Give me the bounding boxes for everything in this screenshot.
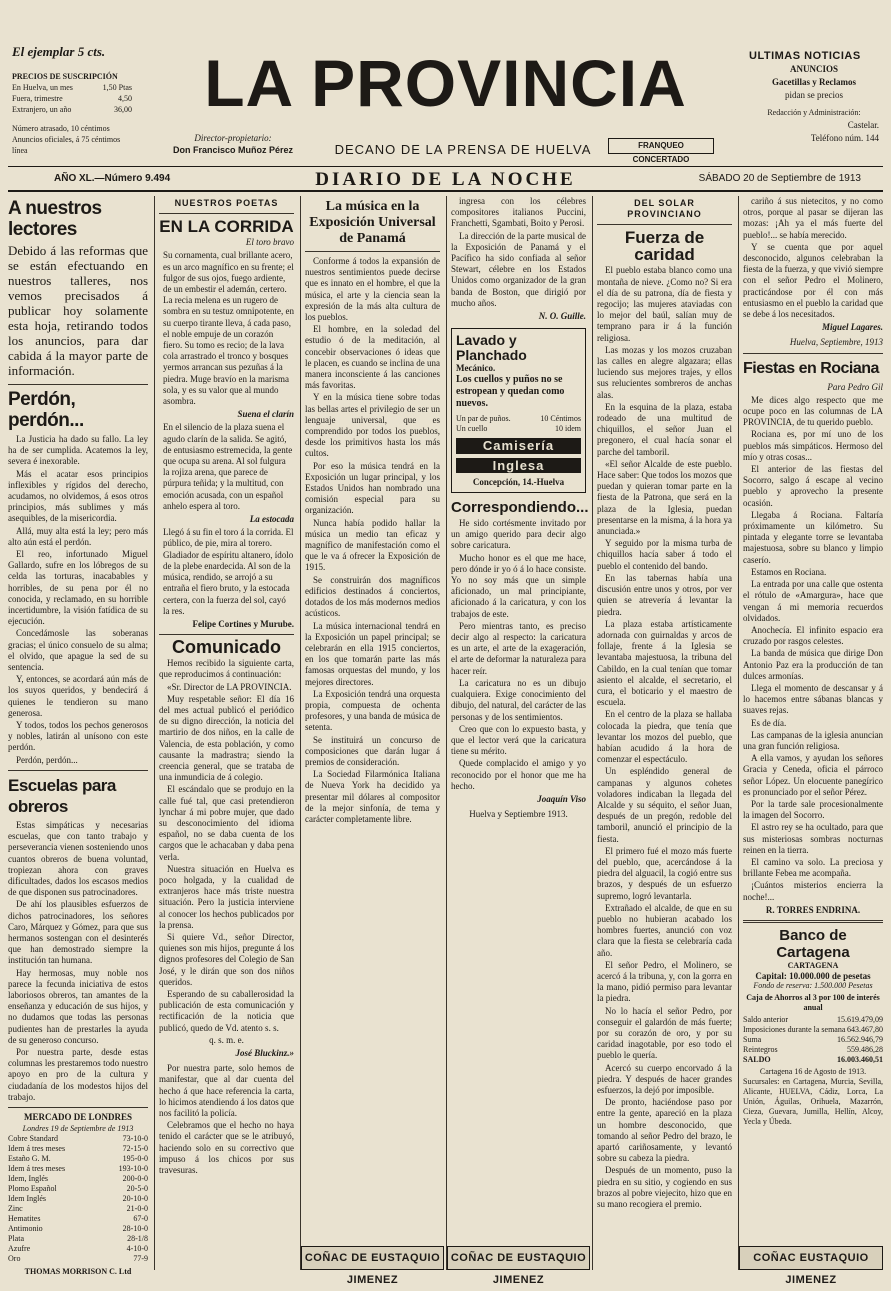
price-row: Un par de puños. 10 Céntimos xyxy=(456,414,581,424)
paragraph: Por eso la música tendrá en la Exposición un lugar principal, y los Estados Unidos han nombrado una comisión especial para su organización. xyxy=(305,460,440,516)
market-row: Oro 77-9 xyxy=(8,1253,148,1263)
column-5 xyxy=(592,196,736,1270)
laundry-line: Los cuellos y puños no se estropean y quedan como nuevos. xyxy=(456,374,565,410)
rociana-signature: R. TORRES ENDRINA. xyxy=(765,904,861,915)
paragraph: Por la tarde sale procesionalmente la imagen del Socorro. xyxy=(743,798,883,821)
paragraph: Por nuestra parte, desde estas columnas les prestaremos todo nuestro apoyo en pro de la cultura y ciudadanía de los modestos hijos del trabajo. xyxy=(8,1046,148,1102)
market-row: Plata 28-1/8 xyxy=(8,1233,148,1243)
right-ear xyxy=(749,50,879,145)
music-signature: N. O. Guille. xyxy=(538,311,586,322)
paragraph: El escándalo que se produjo en la calle fué tal, que casi pretendieron lynchar á mi pobre mujer, que dado su desconocimiento del idioma español, no se daba cuenta de los cargos que le achacaban y daba pena verla. xyxy=(159,784,294,862)
headline-comunicado: Comunicado xyxy=(171,637,281,658)
paragraph: cariño á sus nietecitos, y no como otros, porque al pasar se dijeran las mozas: ¡Ah ya el más fuerte del pueblo!... se había merecido. xyxy=(743,196,883,240)
laundry-line: Mecánico. xyxy=(456,363,496,374)
headline-corrida: EN LA CORRIDA xyxy=(159,217,294,237)
market-row: Plomo Español 20-5-0 xyxy=(8,1183,148,1193)
paragraph: El anterior de las fiestas del Socorro, salgo á escape al vecino pueblo y aprovecho la presente ocasión. xyxy=(743,464,883,508)
poet-signature: Felipe Cortines y Murube. xyxy=(192,618,294,629)
poem-verse: Llegó á su fin el toro á la corrida. El público, de pie, mira al torero. Gladiador de espíritu altanero, ídolo de la plebe enardecida. Al son de la música, rendido, se arrojó a su entraña el fiero bruto, y la estocada certera, con la fuerza del sol, cayó la res. xyxy=(163,527,294,616)
paragraph: A ella vamos, y ayudan los señores Gracia y Ceneda, oficia el párroco señor López. Un elocuente panegírico es pronunciado por el señor Pérez. xyxy=(743,753,883,797)
market-row: Idem á tres meses 193-10-0 xyxy=(8,1163,148,1173)
poem-subtitle: La estocada xyxy=(249,514,294,525)
director-box xyxy=(148,132,318,156)
bank-branches: Sucursales: en Cartagena, Murcia, Sevilla, Alicante, HUELVA, Cádiz, Lorca, La Unión, Águilas, Orihuela, Mazarrón, Cieza, Guevara, Jumilla, Hellín, Alcoy, Yecla y Úbeda. xyxy=(743,1076,883,1126)
divider xyxy=(8,770,148,771)
headline-perdon: Perdón, perdón... xyxy=(8,389,84,431)
paragraph: ¡Cuántos misterios encierra la noche!... xyxy=(743,880,883,902)
paragraph: Anochecía. El infinito espacio era cruzado por rasgos celestes. xyxy=(743,624,883,647)
market-row: Idem á tres meses 72-15-0 xyxy=(8,1143,148,1153)
paragraph: Y, entonces, se acordará aún más de los suyos queridos, y bendecirá á quienes le tendieron su mano generosa. xyxy=(8,674,148,718)
market-row: Idem Inglés 20-10-0 xyxy=(8,1193,148,1203)
ear-line: Redacción y Administración: xyxy=(767,108,861,117)
paragraph: Allá, muy alta está la ley; pero más alto aún está el perdón. xyxy=(8,525,148,547)
price-row: Un cuello 10 idem xyxy=(456,424,581,434)
paragraph: Me dices algo respecto que me ocupe poco en las columnas de LA PROVINCIA, de tu querido pueblo. xyxy=(743,394,883,428)
paragraph: La Exposición tendrá una orquesta propia, compuesta de ochenta profesores, y una banda de música de setenta. xyxy=(305,688,440,733)
paragraph: Si quiere Vd., señor Director, quienes son mis hijos, pregunte á los dignos profesores del Colegio de San José, y le dirán que son dos niños queridos. xyxy=(159,931,294,987)
caridad-signature: Miguel Lagares. xyxy=(821,322,883,333)
paragraph: El camino va solo. La preciosa y brillante Febea me acompaña. xyxy=(743,856,883,879)
paragraph: No lo hacía el señor Pedro, por conseguir el galardón de más fuerte; por su corazón de oro, y por su caridad inagotable, por eso todo el pueblo le quería. xyxy=(597,1005,732,1061)
paragraph: Extrañado el alcalde, de que en su pueblo no hubieran acabado los hombres fuertes, anunció con voz clara que la fiesta se celebraría cada año. xyxy=(597,902,732,958)
market-title: MERCADO DE LONDRES xyxy=(23,1111,132,1122)
headline-correspondiendo: Correspondiendo... xyxy=(451,499,589,517)
cognac-ad-2: COÑAC EUSTAQUIO JIMENEZ xyxy=(739,1246,883,1270)
corr-date: Huelva y Septiembre 1913. xyxy=(469,809,568,820)
paragraph: Muy respetable señor: El día 16 del mes actual publicó el periódico de su digno dirección, la noticia del martirio de dos niños, en la calle de Valencia, de esta población, y como causante la madrastra; siendo la creencia general, que se trataba de una inmundicia de á colegio. xyxy=(159,693,294,783)
market-row: Azufre 4-10-0 xyxy=(8,1243,148,1253)
paragraph: Celebramos que el hecho no haya tenido el carácter que se le atribuyó, haciendo solo en su correctivo que impuso á los chicos por sus travesuras. xyxy=(159,1120,294,1176)
laundry-banner: Inglesa xyxy=(456,458,581,473)
laundry-address: Concepción, 14.-Huelva xyxy=(472,476,565,487)
cognac-ad-1: COÑAC DE EUSTAQUIO JIMENEZ xyxy=(301,1246,444,1270)
paragraph: El primero fué el mozo más fuerte del pueblo, que, acercándose á la piedra del alguacil, la cogió entre sus brazos, y después de un esfuerzo supremo, logró levantarla. xyxy=(597,845,732,901)
poem-subtitle: Suena el clarín xyxy=(237,409,294,420)
section-solar: DEL SOLAR PROVINCIANO xyxy=(627,198,702,220)
paragraph: El reo, infortunado Miguel Gallardo, sufre en los lóbregos de su celda las torturas, inacabables y horribles, de su pena por él no conocida, y reclamado, en su horrible incertidumbre, la visión fatídica de su ejecución. xyxy=(8,549,148,627)
paragraph: Llega el momento de descansar y á lo hacemos entre sábanas blancas y suaves rejas. xyxy=(743,682,883,716)
market-row: Hematites 67-0 xyxy=(8,1213,148,1223)
paragraph: La Sociedad Filarmónica Italiana de Nueva York ha decidido ya presentar mil dólares al compositor de la mejor sinfonía, de tema y carácter completamente libre. xyxy=(305,769,440,824)
corr-signature: Joaquín Viso xyxy=(537,793,586,804)
market-subtitle: Londres 19 de Septiembre de 1913 xyxy=(22,1123,134,1133)
paragraph: Conforme á todos la expansión de nuestros sentimientos puede decirse que es innato en el hombre, el que la música, el arte y la ciencia sean la expresión de la más alta cultura de los pueblos. xyxy=(305,256,440,323)
subscription-row: En Huelva, un mes 1,50 Ptas xyxy=(12,83,132,92)
paragraph: Se instituirá un concurso de composiciones que darán lugar á premios de consideración. xyxy=(305,734,440,767)
paragraph: ingresa con los célebres compositores italianos Puccini, Franchetti, Sgambati, Boito y Perosi. xyxy=(451,196,586,229)
paragraph: El hombre, en la soledad del estudio ó de la meditación, al concebir observaciones ó ideas que le placen, es cuando se inclina de una manera inconsciente á las canciones más favoritas. xyxy=(305,324,440,391)
paragraph: Quede complacido el amigo y yo reconocido por el honor que me ha hecho. xyxy=(451,758,586,791)
divider xyxy=(305,251,440,252)
paragraph: La plaza estaba artísticamente adornada con guirnaldas y arcos de follaje, frente á la Iglesia se levantaba majestuosa, la tribuna del Cabildo, en la cual tenían que tomar asiento el alcalde, el secretario, el cura, el boticario y el maestro de escuela. xyxy=(597,618,732,708)
paragraph: «El señor Alcalde de este pueblo. Hace saber: Que todos los mozos que puedan y quieran tomar parte en la fiesta de la Patrona, que será en la plaza de la Iglesia, puedan presentarse en la misma, á la hora ya anunciada.» xyxy=(597,458,732,537)
caridad-date: Huelva, Septiembre, 1913 xyxy=(789,337,883,348)
market-row: Cobre Standard 73-10-0 xyxy=(8,1133,148,1143)
letter-signature: José Bluckinz.» xyxy=(235,1048,294,1059)
paragraph: La música internacional tendrá en la Exposición un papel principal; se celebrarán en ella 1915 conciertos, en los que tomarán parte las más famosas orquestas del mundo, y los mejores directores. xyxy=(305,620,440,687)
bank-capital: Capital: 10.000.000 de pesetas xyxy=(755,970,871,981)
market-row: Idem, Inglés 200-0-0 xyxy=(8,1173,148,1183)
paragraph: Concedámosle las soberanas gracias; el único consuelo de su alma; el olvido, que apague la sed de su sentencia. xyxy=(8,628,148,673)
cognac-ad-1b: COÑAC DE EUSTAQUIO JIMENEZ xyxy=(447,1246,590,1270)
ear-line: Castelar. xyxy=(847,120,879,130)
column-1 xyxy=(8,196,152,1276)
divider xyxy=(8,384,148,385)
bank-city: CARTAGENA xyxy=(787,960,839,970)
divider xyxy=(8,1107,148,1108)
copy-price: El ejemplar 5 cts. xyxy=(12,44,106,59)
columns xyxy=(8,196,883,1286)
paragraph: Creo que con lo expuesto basta, y que el lector verá que la caricatura tiene su mérito. xyxy=(451,723,586,757)
paragraph: Estamos en Rociana. xyxy=(751,566,827,577)
subscription-rows xyxy=(12,82,132,115)
bank-date: Cartagena 16 de Agosto de 1913. xyxy=(759,1066,867,1076)
issue-date: SÁBADO 20 de Septiembre de 1913 xyxy=(698,173,861,184)
paragraph: Hay hermosas, muy noble nos parece la fecunda iniciativa de estos laboriosos obreros, tan amantes de la enseñanza y educación de sus hijos, y no dudamos que todas las personas pudientes han de prestarles la ayuda de su generoso concurso. xyxy=(8,967,148,1045)
paragraph: Y se cuenta que por aquel desconocido, algunos celebraban la fiesta de la fuerza, y que vivió siempre con el señor Pedro el Molinero, practicándose por él con más entusiasmo en el pueblo la caridad que se debe á los necesitados. xyxy=(743,241,883,320)
paragraph: Se construirán dos magníficos edificios destinados á conciertos, dotados de los más modernos medios acústicos. xyxy=(305,574,440,619)
column-6 xyxy=(738,196,883,1286)
paragraph: Rociana es, por mí uno de los pueblos más simpáticos. Hermoso del mío y otras cosas... xyxy=(743,429,883,462)
paragraph: Es de día. xyxy=(751,717,787,728)
paragraph: «Sr. Director de LA PROVINCIA. xyxy=(167,681,292,692)
poem-verse: Su cornamenta, cual brillante acero, es un arco magnífico en su frente; el fulgor de sus ojos, fuego ardiente, de un embestir el ademán, certero. La recia melena es un rugero de sombra en su testuz omnipotente, en su cuerpo tirante lleva, á cada paso, el noble empuje de un corazón fiero. Su tomo es recio; de la lava cola arrastrado el tronco y bosques yermos arrancan sus pezuñas á la piedra. Muge bravío en la marisma sola, y es su valor que al mundo asombra. xyxy=(163,250,294,407)
latest-news-label: ULTIMAS NOTICIAS xyxy=(749,50,861,62)
paragraph: La caricatura no es un dibujo cualquiera. Exige conocimiento del dibujo, del natural, del carácter de las personas y de los sentimientos. xyxy=(451,677,586,722)
column-2 xyxy=(154,196,298,1270)
market-footer: THOMAS MORRISON C. Ltd xyxy=(24,1266,132,1276)
lead-lectores: Debido á las reformas que se están efectuando en nuestros talleres, nos vemos precisados á publicar hoy solamente esta hoja, retirando todos los anuncios, para dar cabida á la mayor parte de información. xyxy=(8,243,148,378)
section-poets: NUESTROS POETAS xyxy=(174,198,279,208)
market-row: Antimonio 28-10-0 xyxy=(8,1223,148,1233)
paragraph: Hemos recibido la siguiente carta, que reproducimos á continuación: xyxy=(159,658,294,680)
newspaper-title: LA PROVINCIA xyxy=(204,46,687,120)
rociana-dedication: Para Pedro Gil xyxy=(827,381,883,392)
bank-ad xyxy=(743,927,883,1127)
subtitle: DIARIO DE LA NOCHE xyxy=(315,169,576,190)
paragraph: Nunca había podido hallar la música un medio tan eficaz y magnífico de manifestación como el que le va á ofrecer la Exposición de 1915. xyxy=(305,517,440,573)
headline-musica: La música en la Exposición Universal de Panamá xyxy=(309,199,436,246)
laundry-ad xyxy=(451,328,586,493)
divider xyxy=(597,224,732,225)
market-table xyxy=(8,1112,148,1277)
paragraph: De pronto, haciéndose paso por entre la gente, apareció en la plaza un hombre desconocido, que tomando al señor Pedro del brazo, le apartó cariñosamente, y levantó sobre su cabeza la piedra. xyxy=(597,1097,732,1164)
paragraph: Después de un momento, puso la piedra en su sitio, y cogiendo en sus brazos al pobre viejecito, hizo que en su mano recogiera el premio. xyxy=(597,1165,732,1210)
bank-row: Imposiciones durante la semana 643.467,80 xyxy=(743,1024,883,1034)
headline-caridad: Fuerza de caridad xyxy=(624,228,705,265)
bank-title: Banco de Cartagena xyxy=(776,926,850,961)
paragraph: La banda de música que dirige Don Antonio Paz era la producción de tan dulces armonías. xyxy=(743,648,883,681)
official-ads-price: Anuncios oficiales, á 75 céntimos línea xyxy=(12,135,121,155)
ads-label: ANUNCIOS xyxy=(789,64,838,74)
paragraph: La dirección de la parte musical de la Exposición de Panamá y el Pacífico ha sido confiada al señor Stewart, célebre en los Estados Unidos como organizador de la gran banda de Boston, que dirigió por mucho años. xyxy=(451,230,586,308)
subscription-box xyxy=(12,46,132,156)
market-row: Zinc 21-0-0 xyxy=(8,1203,148,1213)
laundry-prices xyxy=(456,414,581,434)
paragraph: El pueblo estaba blanco como una montaña de nieve. ¿Como no? Si era el día de su patrona, día de fiesta y regocijo; las mujeres ataviadas con lo mejor del baúl, salían muy de temprano para ir á la función religiosa. xyxy=(597,265,732,343)
headline-lectores: A nuestros lectores xyxy=(8,198,102,240)
bank-reserve: Fondo de reserva: 1.500.000 Pesetas xyxy=(753,980,873,990)
subscription-title: PRECIOS DE SUSCRIPCIÓN xyxy=(12,72,118,81)
paragraph: La entrada por una calle que ostenta el rótulo de «Amargura», hace que vengan á mi memoria recuerdos olvidados. xyxy=(743,579,883,623)
paragraph: De ahí los plausibles esfuerzos de dichos patrocinadores, los señores Caro, Márquez y Gómez, para que sus hermanos sostengan con el desinterés que han demostrado siempre la institución tan humana. xyxy=(8,899,148,966)
paragraph: Acercó su cuerpo encorvado á la piedra. Y después de hacer grandes esfuerzos, la dejó por imposible. xyxy=(597,1062,732,1096)
divider xyxy=(743,353,883,354)
subscription-row: Extranjero, un año 36,00 xyxy=(12,105,132,114)
bank-row: SALDO 16.003.460,51 xyxy=(743,1054,883,1064)
divider xyxy=(743,920,883,923)
divider xyxy=(159,213,294,214)
paragraph: En las tabernas había una discusión entre unos y otros, por ver quien se atrevería á levantar la piedra. xyxy=(597,572,732,617)
paragraph: En la esquina de la plaza, estaba rodeado de una multitud de chiquillos, el señor Juan el pregonero, el cual hacía sonar el parche del tamboril. xyxy=(597,401,732,457)
paragraph: Mucho honor es el que me hace, pero dónde ir yo ó á lo hace consiste. Yo no soy más que un simple aficionado, un mal principiante, aficionado á la caricatura, y con los trabajos de este. xyxy=(451,552,586,619)
headline-escuelas: Escuelas para obreros xyxy=(8,775,116,816)
director-label: Director-propietario: xyxy=(194,133,272,143)
owner-name: Don Francisco Muñoz Pérez xyxy=(172,145,294,155)
headline-rociana: Fiestas en Rociana xyxy=(743,359,879,377)
divider xyxy=(159,634,294,635)
bank-savings: Caja de Ahorros al 3 por 100 de interés anual xyxy=(746,992,880,1012)
paragraph: Y todos, todos los pechos generosos y nobles, latirán al unísono con este perdón. xyxy=(8,720,148,753)
laundry-title: Lavado y Planchado xyxy=(456,332,527,364)
paragraph: Las mozas y los mozos cruzaban las calles en alegre algazara; ellas luciendo sus mejores trajes, y ellos sus relucientes sombreros de anchas alas. xyxy=(597,344,732,400)
poem-subtitle: El toro bravo xyxy=(245,237,294,248)
market-row: Estaño G. M. 195-0-0 xyxy=(8,1153,148,1163)
paragraph: Esperando de su caballerosidad la publicación de esta comunicación y rectificación de la noticia que publicó, quedo de Vd. atento s. s. xyxy=(159,989,294,1033)
subscription-row: Fuera, trimestre 4,50 xyxy=(12,94,132,103)
dateline xyxy=(8,166,883,192)
bank-row: Saldo anterior 15.619.479,09 xyxy=(743,1014,883,1024)
bank-row: Suma 16.562.946,79 xyxy=(743,1034,883,1044)
paragraph: En el centro de la plaza se hallaba colocada la piedra, que tenía que levantar los mozos del pueblo, que habían acudido á la hora de comenzar el espectáculo. xyxy=(597,709,732,765)
ear-line: Teléfono núm. 144 xyxy=(810,133,879,143)
ear-line: Gacetillas y Reclamos xyxy=(772,77,856,87)
paragraph: Las campanas de la iglesia anuncian una gran función religiosa. xyxy=(743,729,883,751)
issue-number: AÑO XL.—Número 9.494 xyxy=(54,173,171,184)
paragraph: Pero mientras tanto, es preciso decir algo al respecto: la caricatura es un arte, el arte de la exageración, el arte de deformar la naturaleza para hacer reír. xyxy=(451,620,586,676)
ear-line: pidan se precios xyxy=(785,90,843,100)
paragraph: He sido cortésmente invitado por un amigo querido para decir algo sobre caricatura. xyxy=(451,518,586,551)
paragraph: q. s. m. e. xyxy=(209,1034,244,1045)
bank-row: Reintegros 559.486,28 xyxy=(743,1044,883,1054)
back-issue-price: Número atrasado, 10 céntimos xyxy=(12,124,110,133)
column-4 xyxy=(446,196,590,1286)
laundry-banner: Camisería xyxy=(456,438,581,453)
poem-verse: En el silencio de la plaza suena el agudo clarín de la salida. Se agitó, de entusiasmo estremecida, la gente que ocupa su arena. Al sol fulgura la rojiza arena, que parece de púrpura teñida; y la multitud, con emoción acusada, con un español anhelo espera al toro. xyxy=(163,422,293,511)
postage-stamp-box: FRANQUEO CONCERTADO xyxy=(608,138,714,154)
paragraph: El astro rey se ha ocultado, para que sus misteriosas sombras nocturnas reinen en la tierra. xyxy=(743,822,883,855)
paragraph: Y seguido por la misma turba de chiquillos hacía saber á todo el pueblo el contenido del bando. xyxy=(597,538,732,571)
paragraph: Un espléndido general de campanas y algunos cohetes voladores indicaban la llegada del Alcalde y su séquito, el señor Juan, después de un pregón, redoble del tamboril, anunció el principio de la fiesta. xyxy=(597,766,732,844)
paragraph: Más el acatar esos principios inflexibles y rígidos del derecho, acudamos, no olvidemos, á esos otros principios, más sublimes y más asequibles, de la misericordia. xyxy=(8,468,148,524)
paragraph: La Justicia ha dado su fallo. La ley ha de ser cumplida. Acatemos la ley, severa é inexorable. xyxy=(8,434,148,467)
paragraph: Estas simpáticas y necesarias escuelas, que con tanto trabajo y perseverancia vienen sosteniendo unos cuantos obreros de buena voluntad, tropiezan ahora con graves dificultades, dados los escasos medios de que disponen sus patrocinadores. xyxy=(8,819,148,898)
paragraph: Llegaba á Rociana. Faltaría próximamente un kilómetro. Su pintada y elegante torre se levantaba majestuosa, sobre su blanco y limpio caserío. xyxy=(743,509,883,565)
paragraph: Por nuestra parte, solo hemos de manifestar, que al dar cuenta del hecho á que hace referencia la carta, lo hicimos atendiendo á los datos que nos facilitó la policía. xyxy=(159,1063,294,1119)
paragraph: Perdón, perdón... xyxy=(16,754,78,765)
paragraph: Y en la música tiene sobre todas las bellas artes el privilegio de ser un lenguaje universal, que es comprendido por todos los pueblos, desde los primitivos hasta los más cultos. xyxy=(305,392,440,459)
paragraph: Nuestra situación en Huelva es poco holgada, y la cualidad de extranjeros hace más triste nuestra situación. Pero la justicia interviene al conocer los hechos publicados por la prensa. xyxy=(159,863,294,930)
paragraph: El señor Pedro, el Molinero, se acercó á la tribuna, y, con la gorra en la mano, pidió permiso para levantar la piedra. xyxy=(597,959,732,1004)
tagline: DECANO DE LA PRENSA DE HUELVA xyxy=(334,142,592,157)
column-3 xyxy=(300,196,444,1286)
